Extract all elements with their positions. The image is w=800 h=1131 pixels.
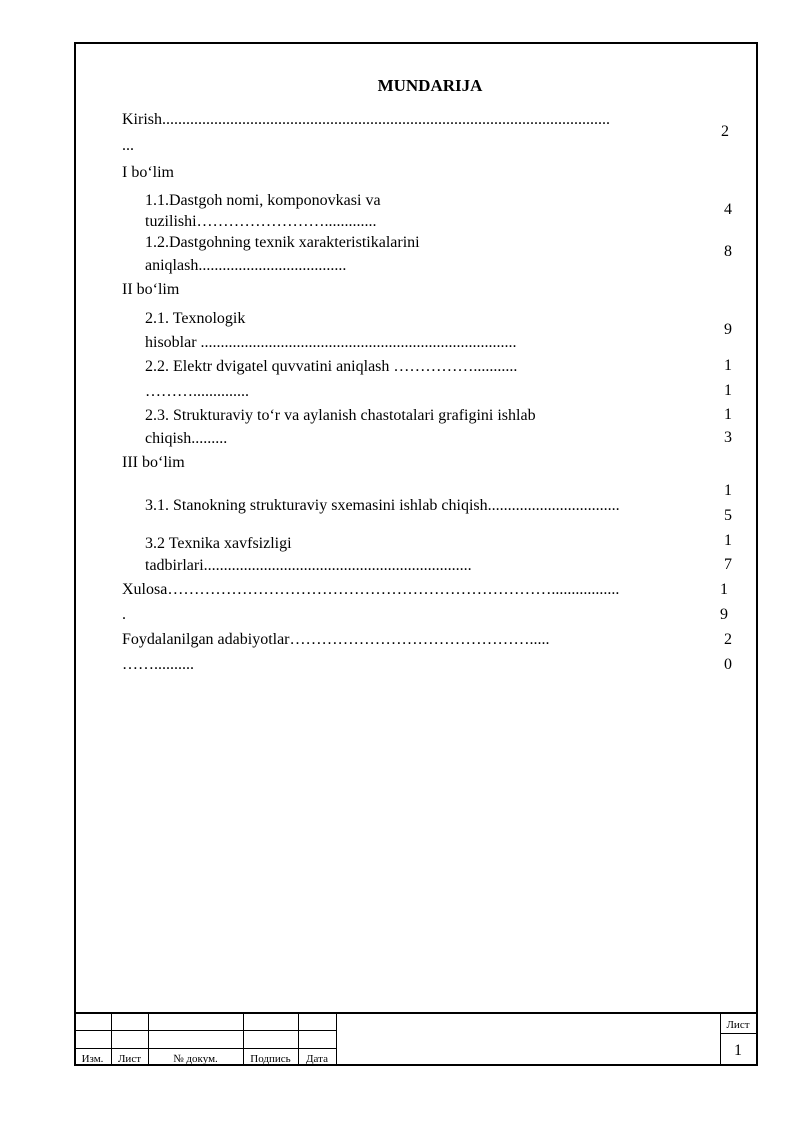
- toc-s32-line1: 3.2 Texnika xavfsizligi: [145, 535, 292, 552]
- toc-xulosa-line1: Xulosa……………………………………………………………….................: [122, 581, 620, 598]
- toc-s23-page-a: 1: [724, 406, 732, 423]
- toc-s32-page-a: 1: [724, 532, 732, 549]
- toc-adabiyot-page-a: 2: [724, 631, 732, 648]
- stamp-sheet-number: 1: [734, 1042, 742, 1059]
- toc-s11-page: 4: [724, 201, 732, 218]
- toc-adabiyot-page-b: 0: [724, 656, 732, 673]
- toc-s12-line2: aniqlash.....................................: [145, 257, 347, 274]
- toc-s21-page: 9: [724, 321, 732, 338]
- page-title: MUNDARIJA: [377, 76, 483, 95]
- stamp-izm-label: Изм.: [81, 1053, 104, 1065]
- toc-s23-line1: 2.3. Strukturaviy to‘r va aylanish chastotalari grafigini ishlab: [145, 407, 536, 424]
- toc-kirish-line2: ...: [122, 137, 134, 154]
- toc-s32-page-b: 7: [724, 556, 732, 573]
- toc-kirish-line1: Kirish................................................................................................................: [122, 111, 610, 128]
- toc-s22-page-a: 1: [724, 357, 732, 374]
- toc-s22-line2: ………..............: [145, 383, 249, 400]
- toc-xulosa-page-b: 9: [720, 606, 728, 623]
- toc-s23-page-b: 3: [724, 429, 732, 446]
- toc-part2: II bo‘lim: [122, 281, 180, 298]
- toc-part3: III bo‘lim: [122, 454, 185, 471]
- toc-s32-line2: tadbirlari...................................................................: [145, 557, 472, 574]
- toc-s22-page-b: 1: [724, 382, 732, 399]
- toc-kirish-page: 2: [721, 123, 729, 140]
- toc-s23-line2: chiqish.........: [145, 430, 228, 447]
- stamp-list-label: Лист: [117, 1053, 142, 1065]
- toc-s31-page-b: 5: [724, 507, 732, 524]
- toc-xulosa-page-a: 1: [720, 581, 728, 598]
- toc-s12-line1: 1.2.Dastgohning texnik xarakteristikalarini: [145, 234, 420, 251]
- toc-s22-line1: 2.2. Elektr dvigatel quvvatini aniqlash ……………...........: [145, 358, 518, 375]
- toc-s21-line2: hisoblar ...............................................................................: [145, 334, 517, 351]
- toc-s31-line1: 3.1. Stanokning strukturaviy sxemasini ishlab chiqish.................................: [145, 497, 620, 514]
- stamp-sheet-label: Лист: [726, 1019, 750, 1031]
- toc-adabiyot-line1: Foydalanilgan adabiyotlar……………………………………….....: [122, 631, 550, 648]
- stamp-podpis-label: Подпись: [250, 1053, 291, 1065]
- toc-s11-line2: tuzilishi…………………….............: [145, 213, 377, 230]
- stamp-dokum-label: № докум.: [173, 1053, 218, 1065]
- toc-s12-page: 8: [724, 243, 732, 260]
- title-block: [74, 1012, 758, 1066]
- stamp-data-label: Дата: [306, 1053, 328, 1065]
- toc-xulosa-line2: .: [122, 606, 126, 623]
- toc-part1: I bo‘lim: [122, 164, 174, 181]
- toc-adabiyot-line2: ……..........: [122, 656, 194, 673]
- toc-s21-line1: 2.1. Texnologik: [145, 310, 246, 327]
- toc-s11-line1: 1.1.Dastgoh nomi, komponovkasi va: [145, 192, 381, 209]
- toc-s31-page-a: 1: [724, 482, 732, 499]
